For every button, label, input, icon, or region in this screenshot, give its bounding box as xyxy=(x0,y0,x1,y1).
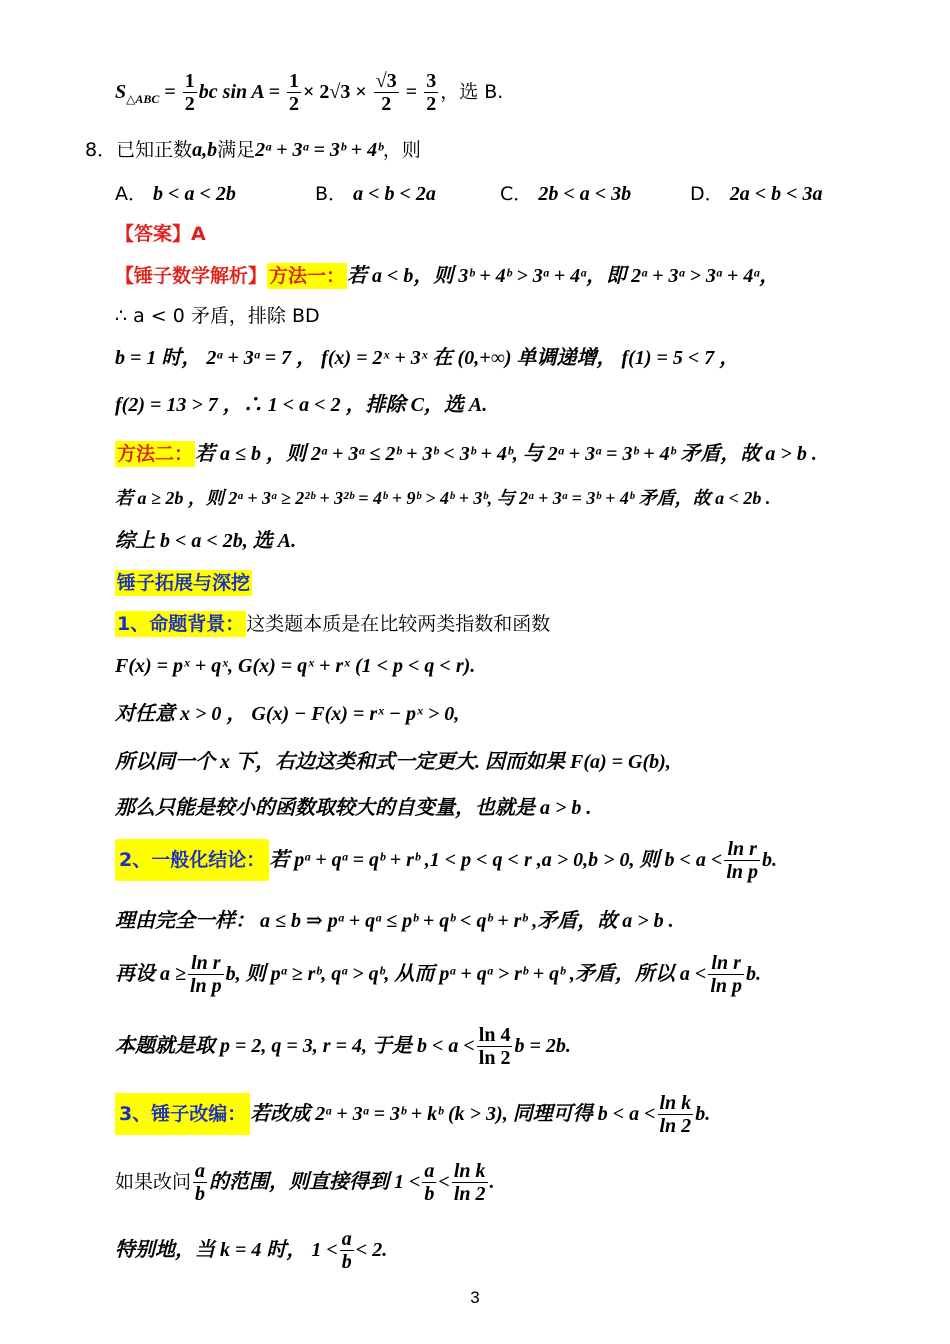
section3-heading: 3、锤子改编： 若改成 2ᵃ + 3ᵃ = 3ᵇ + kᵇ (k > 3), 同理可得 b < a < $\frac{\text{ln k}}{\ln 2}$ b. xyxy=(115,1092,710,1137)
page-number: 3 xyxy=(470,1288,480,1307)
section3-line2: 如果改问 $\frac{a}{b}$ 的范围，则直接得到 1 < $\frac{a}{b}$ < $\frac{\text{ln k}}{\ln 2}$ . xyxy=(115,1160,495,1205)
section2-label: 2、一般化结论： xyxy=(115,839,269,881)
fraction: $\frac{√3}{2}$ xyxy=(375,70,397,115)
method1-label: 方法一： xyxy=(269,265,346,287)
method2-line1: 方法二： 若 a ≤ b ，则 2ᵃ + 3ᵃ ≤ 2ᵇ + 3ᵇ < 3ᵇ + 4ᵇ, 与 2ᵃ + 3ᵃ = 3ᵇ + 4ᵇ 矛盾，故 a > b . xyxy=(117,443,817,465)
method1-line2: ∴ a < 0 矛盾，排除 BD xyxy=(115,305,320,327)
fraction: $\frac{\text{ln k}}{\ln 2}$ xyxy=(453,1160,486,1205)
section1-line2: F(x) = pˣ + qˣ, G(x) = qˣ + rˣ (1 < p < q < r). xyxy=(115,655,476,677)
section1-line5: 那么只能是较小的函数取较大的自变量，也就是 a > b . xyxy=(115,797,592,819)
section1-heading: 1、命题背景： 这类题本质是在比较两类指数和函数 xyxy=(117,613,551,635)
option-c: C． 2b < a < 3b xyxy=(500,183,632,205)
section2-line3: 再设 a ≥ $\frac{\text{ln r}}{\text{ln p}}$ b, 则 pᵃ ≥ rᵇ, qᵃ > qᵇ, 从而 pᵃ + qᵃ > rᵇ + qᵇ ,矛盾，所以 a < $\frac{\text{ln r}}{\text{ln p}}$ b. xyxy=(115,952,761,997)
section3-label: 3、锤子改编： xyxy=(115,1093,250,1135)
method1-line1: 【锤子数学解析】 方法一： 若 a < b，则 3ᵇ + 4ᵇ > 3ᵃ + 4ᵃ，即 2ᵃ + 3ᵃ > 3ᵃ + 4ᵃ， xyxy=(115,265,780,287)
method2-line2: 若 a ≥ 2b ，则 2ᵃ + 3ᵃ ≥ 2²ᵇ + 3²ᵇ = 4ᵇ + 9ᵇ > 4ᵇ + 3ᵇ, 与 2ᵃ + 3ᵃ = 3ᵇ + 4ᵇ 矛盾，故 a < 2b . xyxy=(115,488,771,508)
section1-line3: 对任意 x > 0 ， G(x) − F(x) = rˣ − pˣ > 0, xyxy=(115,703,460,725)
fraction: $\frac{1}{2}$ xyxy=(184,70,195,115)
answer-line: 【答案】A xyxy=(115,223,206,245)
fraction: $\frac{\text{ln r}}{\text{ln p}}$ xyxy=(189,952,222,997)
section1-line4: 所以同一个 x 下，右边这类和式一定更大. 因而如果 F(a) = G(b), xyxy=(115,751,671,773)
section2-line4: 本题就是取 p = 2, q = 3, r = 4, 于是 b < a < $\frac{\ln 4}{\ln 2}$ b = 2b. xyxy=(115,1024,571,1069)
method1-line3: b = 1 时， 2ᵃ + 3ᵃ = 7 ， f(x) = 2ˣ + 3ˣ 在 (0,+∞) 单调递增， f(1) = 5 < 7 ， xyxy=(115,347,740,369)
area-formula-line: $S_{\triangle ABC}$ = $\frac{1}{2}$ bc sin A = $\frac{1}{2}$ × 2√3 × $\frac{√3}{2}$ = $\frac{3}{2}$ ，选 B. xyxy=(115,70,504,115)
option-a: A． b < a < 2b xyxy=(115,183,236,205)
fraction: $\frac{\ln 4}{\ln 2}$ xyxy=(478,1024,511,1069)
fraction: $\frac{a}{b}$ xyxy=(424,1160,435,1205)
fraction: $\frac{a}{b}$ xyxy=(341,1228,352,1273)
question-8: 8．已知正数a,b满足2ᵃ + 3ᵃ = 3ᵇ + 4ᵇ，则 xyxy=(85,139,421,161)
option-d: D． 2a < b < 3a xyxy=(690,183,823,205)
method2-label: 方法二： xyxy=(117,443,194,465)
option-b: B． a < b < 2a xyxy=(315,183,436,205)
section3-line3: 特别地，当 k = 4 时， 1 < $\frac{a}{b}$ < 2. xyxy=(115,1228,388,1273)
fraction: $\frac{a}{b}$ xyxy=(195,1160,206,1205)
fraction: $\frac{\text{ln r}}{\text{ln p}}$ xyxy=(710,952,742,997)
section2-line2: 理由完全一样： a ≤ b ⇒ pᵃ + qᵃ ≤ pᵇ + qᵇ < qᵇ + rᵇ ,矛盾，故 a > b . xyxy=(115,910,674,932)
section2-heading: 2、一般化结论： 若 pᵃ + qᵃ = qᵇ + rᵇ ,1 < p < q < r ,a > 0,b > 0, 则 b < a < $\frac{\text{ln r}}{\text{ln p}}$ b. xyxy=(115,838,777,883)
fraction: $\frac{\text{ln k}}{\ln 2}$ xyxy=(659,1092,692,1137)
method2-line3: 综上 b < a < 2b, 选 A. xyxy=(115,530,297,552)
fraction: $\frac{1}{2}$ xyxy=(289,70,300,115)
method1-line4: f(2) = 13 > 7 ，∴ 1 < a < 2 ，排除 C，选 A. xyxy=(115,394,488,416)
section1-label: 1、命题背景： xyxy=(117,613,245,635)
fraction: $\frac{3}{2}$ xyxy=(426,70,437,115)
extension-title: 锤子拓展与深挖 xyxy=(117,572,251,594)
fraction: $\frac{\text{ln r}}{\text{ln p}}$ xyxy=(726,838,759,883)
